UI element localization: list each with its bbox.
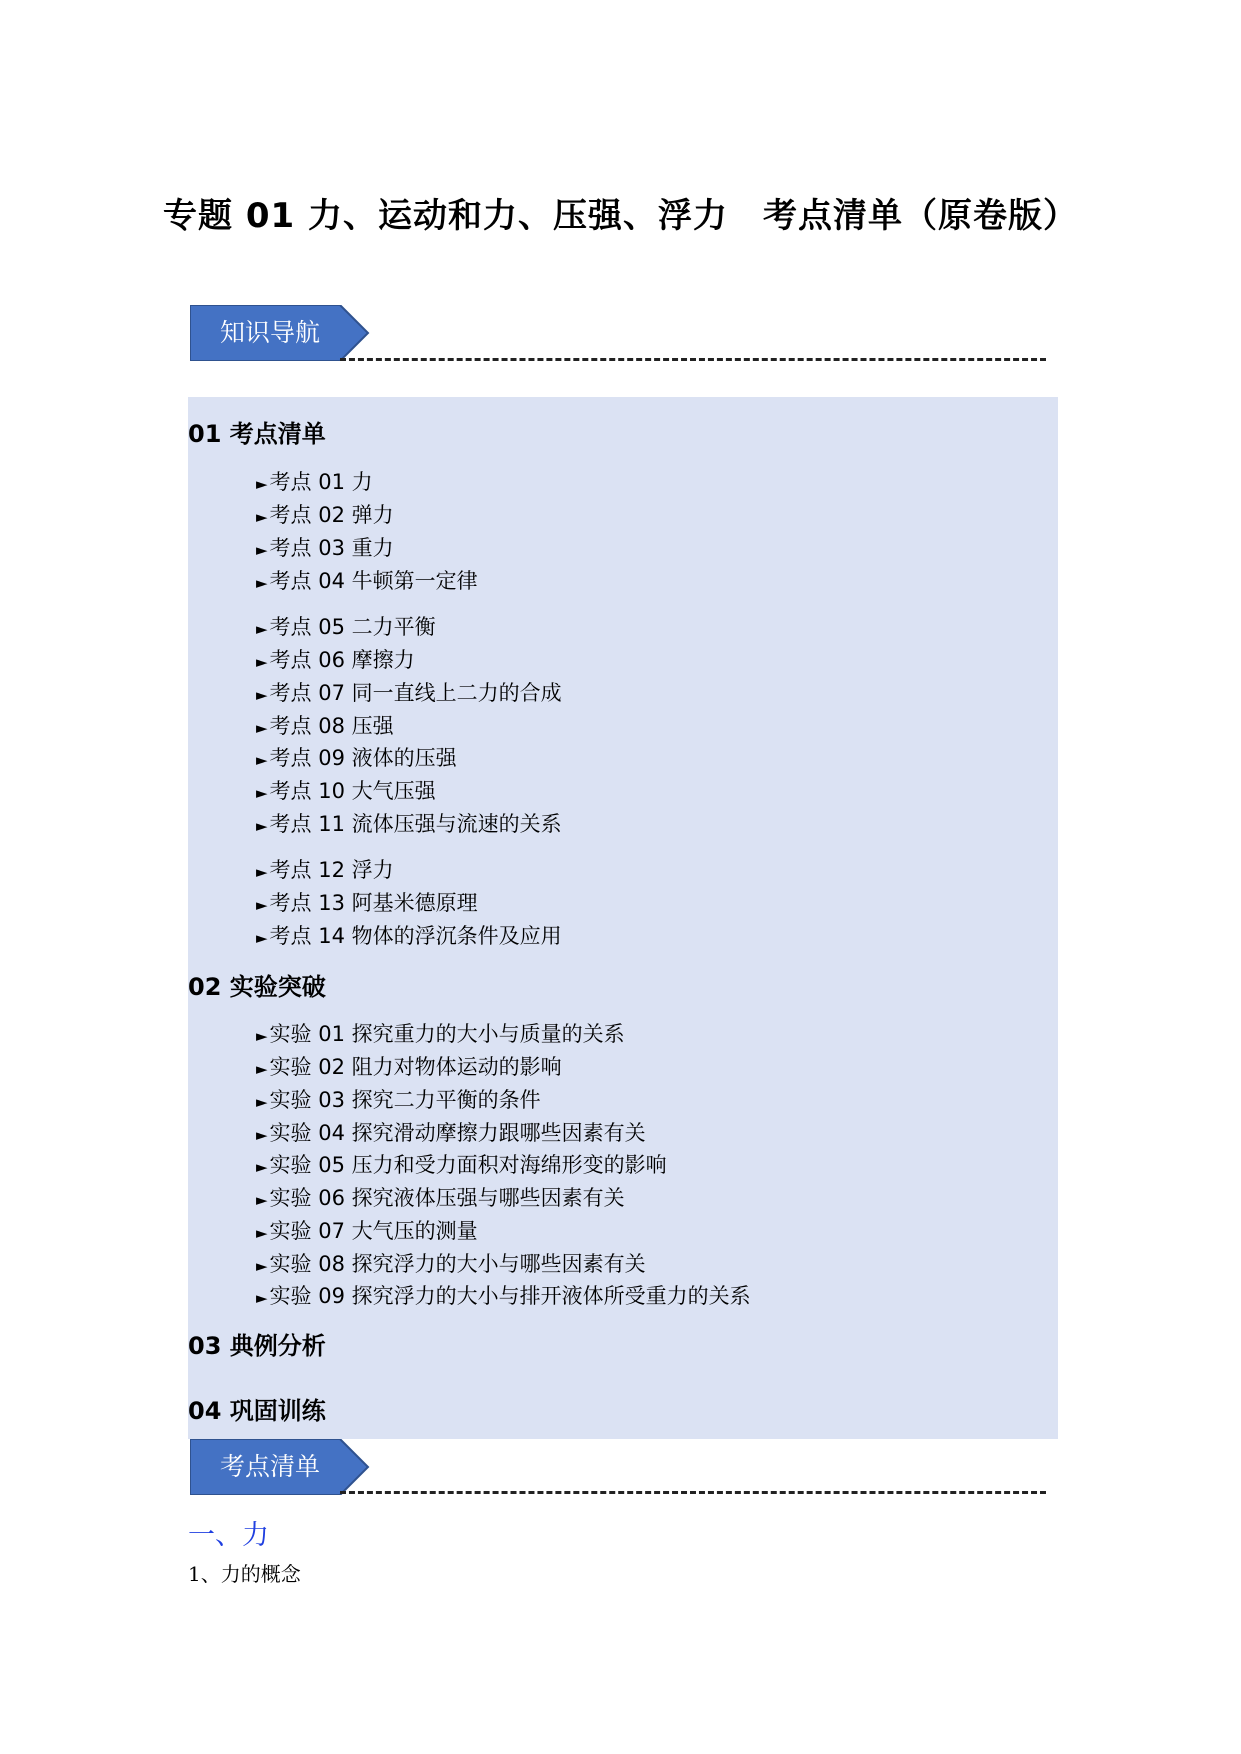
toc-section-heading: 03 典例分析 — [188, 1332, 326, 1360]
toc-item[interactable]: ►考点 07 同一直线上二力的合成 — [256, 681, 562, 705]
banner-label: 知识导航 — [219, 318, 320, 347]
banner-knowledge-nav — [190, 305, 370, 361]
toc-item[interactable]: ►实验 06 探究液体压强与哪些因素有关 — [256, 1186, 625, 1210]
paragraph: 1、力的概念 — [188, 1562, 301, 1586]
toc-item[interactable]: ►考点 14 物体的浮沉条件及应用 — [256, 924, 562, 948]
toc-item[interactable]: ►实验 07 大气压的测量 — [256, 1219, 478, 1243]
section-heading: 一、力 — [188, 1520, 269, 1551]
toc-item[interactable]: ►考点 05 二力平衡 — [256, 615, 436, 639]
toc-item[interactable]: ►考点 02 弹力 — [256, 503, 394, 527]
toc-box — [188, 397, 1058, 1439]
toc-item[interactable]: ►考点 13 阿基米德原理 — [256, 891, 478, 915]
divider-line — [340, 358, 1046, 361]
toc-item[interactable]: ►实验 08 探究浮力的大小与哪些因素有关 — [256, 1252, 646, 1276]
page-title: 专题 01 力、运动和力、压强、浮力 考点清单（原卷版） — [163, 196, 1078, 236]
toc-item[interactable]: ►考点 12 浮力 — [256, 858, 394, 882]
toc-section-heading: 02 实验突破 — [188, 973, 326, 1001]
toc-section-heading: 01 考点清单 — [188, 420, 326, 448]
toc-item[interactable]: ►实验 04 探究滑动摩擦力跟哪些因素有关 — [256, 1121, 646, 1145]
toc-item[interactable]: ►考点 11 流体压强与流速的关系 — [256, 812, 562, 836]
toc-item[interactable]: ►考点 06 摩擦力 — [256, 648, 415, 672]
toc-item[interactable]: ►考点 03 重力 — [256, 536, 394, 560]
toc-item[interactable]: ►实验 03 探究二力平衡的条件 — [256, 1088, 541, 1112]
banner-checklist — [190, 1439, 370, 1495]
toc-item[interactable]: ►考点 09 液体的压强 — [256, 746, 457, 770]
toc-item[interactable]: ►实验 01 探究重力的大小与质量的关系 — [256, 1022, 625, 1046]
toc-item[interactable]: ►考点 01 力 — [256, 470, 373, 494]
toc-section-heading: 04 巩固训练 — [188, 1397, 326, 1425]
toc-item[interactable]: ►实验 02 阻力对物体运动的影响 — [256, 1055, 562, 1079]
toc-item[interactable]: ►实验 09 探究浮力的大小与排开液体所受重力的关系 — [256, 1284, 751, 1308]
toc-item[interactable]: ►考点 10 大气压强 — [256, 779, 436, 803]
toc-item[interactable]: ►考点 04 牛顿第一定律 — [256, 569, 478, 593]
toc-item[interactable]: ►考点 08 压强 — [256, 714, 394, 738]
divider-line — [340, 1491, 1046, 1494]
toc-item[interactable]: ►实验 05 压力和受力面积对海绵形变的影响 — [256, 1153, 667, 1177]
banner-label: 考点清单 — [219, 1452, 320, 1481]
